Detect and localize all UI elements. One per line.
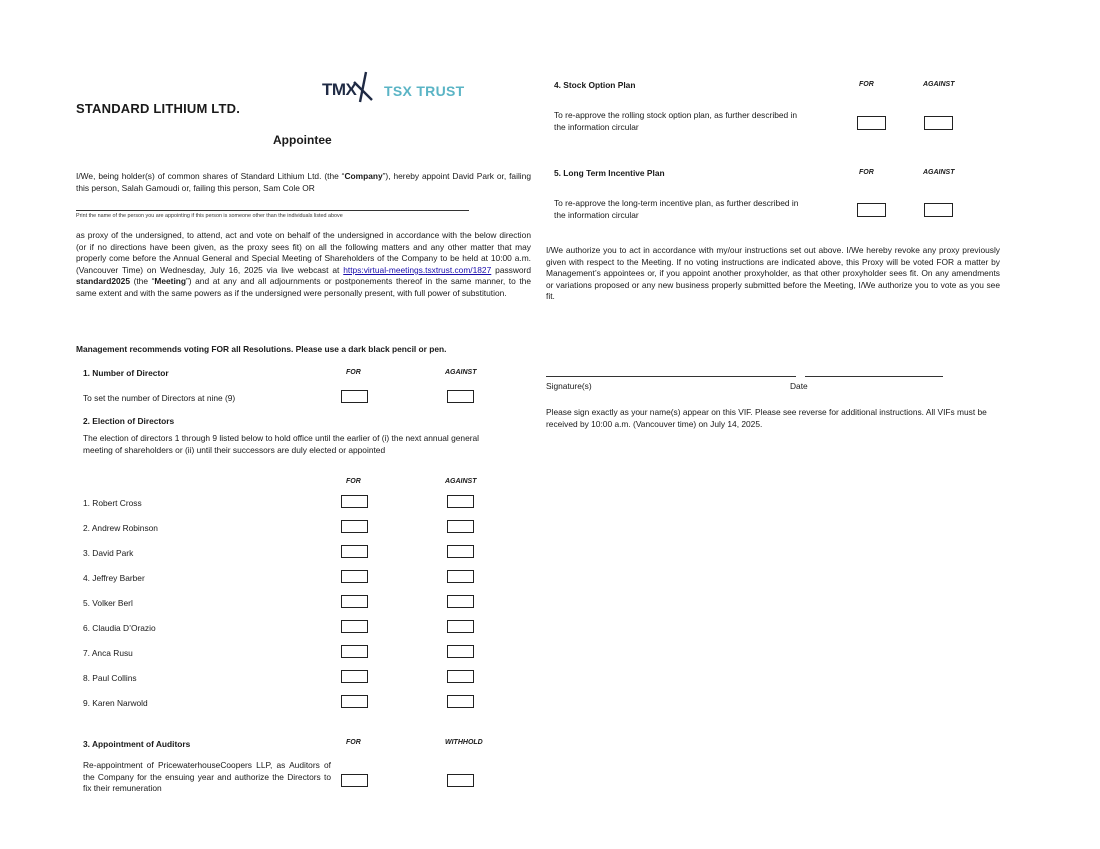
appointment-intro: I/We, being holder(s) of common shares of Standard Lithium Ltd. (the “Company”), hereby appoint David Park or, failing this person, Salah Gamoudi or, failing this person, Sam Cole OR: [76, 171, 531, 193]
director-name: 8. Paul Collins: [83, 673, 137, 683]
director-3-against-checkbox[interactable]: [447, 545, 474, 558]
resolution-1-for-checkbox[interactable]: [341, 390, 368, 403]
company-name: STANDARD LITHIUM LTD.: [76, 101, 241, 116]
resolution-2-title: 2. Election of Directors: [83, 416, 175, 426]
director-2-against-checkbox[interactable]: [447, 520, 474, 533]
director-name: 9. Karen Narwold: [83, 698, 148, 708]
director-8-for-checkbox[interactable]: [341, 670, 368, 683]
tmx-x-mark-icon: [352, 70, 374, 104]
resolution-4-title: 4. Stock Option Plan: [554, 80, 636, 90]
director-7-for-checkbox[interactable]: [341, 645, 368, 658]
tsx-trust-logo-text: TSX TRUST: [384, 83, 465, 99]
resolution-3-description: Re-appointment of PricewaterhouseCoopers LLP, as Auditors of the Company for the ensuing year and authorize the Directors to fix their remuneration: [83, 760, 331, 794]
resolution-2-for-header: FOR: [346, 478, 361, 485]
date-label: Date: [790, 381, 808, 391]
meeting-password: standard2025: [76, 276, 130, 287]
authorization-paragraph: I/We authorize you to act in accordance with my/our instructions set out above. I/We hereby revoke any proxy previously given with respect to the Meeting. If no voting instructions are indicated above, this Proxy will be voted FOR a matter by Management’s appointees or, if you appoint another proxyholder, as that other proxyholder sees fit. On any amendments or variations proposed or any new business properly submitted before the Meeting, I/We authorize you to vote as you see fit.: [546, 245, 1000, 302]
date-line[interactable]: [805, 376, 943, 377]
resolution-1-title: 1. Number of Director: [83, 368, 169, 378]
director-9-against-checkbox[interactable]: [447, 695, 474, 708]
resolution-5-against-checkbox[interactable]: [924, 203, 953, 217]
appointee-name-line[interactable]: [76, 210, 469, 211]
director-5-against-checkbox[interactable]: [447, 595, 474, 608]
director-3-for-checkbox[interactable]: [341, 545, 368, 558]
director-2-for-checkbox[interactable]: [341, 520, 368, 533]
resolution-5-for-checkbox[interactable]: [857, 203, 886, 217]
resolution-4-against-header: AGAINST: [923, 81, 955, 88]
resolution-4-against-checkbox[interactable]: [924, 116, 953, 130]
director-name: 3. David Park: [83, 548, 134, 558]
signature-label: Signature(s): [546, 381, 592, 391]
director-1-against-checkbox[interactable]: [447, 495, 474, 508]
resolution-3-for-header: FOR: [346, 739, 361, 746]
director-6-for-checkbox[interactable]: [341, 620, 368, 633]
resolution-3-withhold-checkbox[interactable]: [447, 774, 474, 787]
director-name: 1. Robert Cross: [83, 498, 142, 508]
director-7-against-checkbox[interactable]: [447, 645, 474, 658]
resolution-5-description: To re-approve the long-term incentive plan, as further described in the information circular: [554, 198, 799, 220]
resolution-1-for-header: FOR: [346, 369, 361, 376]
tmx-logo-text: TMX: [322, 80, 357, 99]
proxy-paragraph: as proxy of the undersigned, to attend, act and vote on behalf of the undersigned in accordance with the below direction (or if no directions have been given, as the proxy sees fit) on all the following matters and any other matter that may properly come before the Annual General and Special Meeting of Shareholders of the Company to be held at 10:00 a.m. (Vancouver Time) on Wednesday, July 16, 2025 via live webcast at https:virtual-meetings.tsxtrust.com/1827 password standard2025 (the “Meeting”) and at any and all adjournments or postponements thereof in the same manner, to the same extent and with the same powers as if the undersigned were personally present, with full power of substitution.: [76, 230, 532, 298]
resolution-3-for-checkbox[interactable]: [341, 774, 368, 787]
director-9-for-checkbox[interactable]: [341, 695, 368, 708]
director-name: 4. Jeffrey Barber: [83, 573, 145, 583]
resolution-4-for-checkbox[interactable]: [857, 116, 886, 130]
director-name: 5. Volker Berl: [83, 598, 133, 608]
director-4-for-checkbox[interactable]: [341, 570, 368, 583]
director-5-for-checkbox[interactable]: [341, 595, 368, 608]
signature-line[interactable]: [546, 376, 796, 377]
director-name: 7. Anca Rusu: [83, 648, 133, 658]
director-4-against-checkbox[interactable]: [447, 570, 474, 583]
resolution-2-description: The election of directors 1 through 9 listed below to hold office until the earlier of (i) the next annual general meeting of shareholders or (ii) until their successors are duly elected or appointed: [83, 433, 480, 455]
resolution-4-for-header: FOR: [859, 81, 874, 88]
resolution-3-title: 3. Appointment of Auditors: [83, 739, 191, 749]
signing-instructions: Please sign exactly as your name(s) appear on this VIF. Please see reverse for additional instructions. All VIFs must be received by 10:00 a.m. (Vancouver time) on July 14, 2025.: [546, 407, 987, 429]
director-name: 2. Andrew Robinson: [83, 523, 158, 533]
appointee-print-note: Print the name of the person you are appointing if this person is someone other than the individuals listed above: [76, 213, 343, 219]
resolution-1-item: To set the number of Directors at nine (9): [83, 393, 236, 403]
director-1-for-checkbox[interactable]: [341, 495, 368, 508]
management-recommendation: Management recommends voting FOR all Resolutions. Please use a dark black pencil or pen.: [76, 344, 447, 354]
resolution-3-withhold-header: WITHHOLD: [445, 739, 483, 746]
resolution-5-against-header: AGAINST: [923, 169, 955, 176]
director-8-against-checkbox[interactable]: [447, 670, 474, 683]
resolution-5-for-header: FOR: [859, 169, 874, 176]
director-name: 6. Claudia D’Orazio: [83, 623, 156, 633]
resolution-5-title: 5. Long Term Incentive Plan: [554, 168, 665, 178]
resolution-1-against-checkbox[interactable]: [447, 390, 474, 403]
director-6-against-checkbox[interactable]: [447, 620, 474, 633]
webcast-link[interactable]: https:virtual-meetings.tsxtrust.com/1827: [343, 264, 492, 275]
resolution-4-description: To re-approve the rolling stock option plan, as further described in the information circular: [554, 110, 798, 132]
resolution-1-against-header: AGAINST: [445, 369, 477, 376]
resolution-2-against-header: AGAINST: [445, 478, 477, 485]
section-title-appointee: Appointee: [273, 133, 332, 147]
